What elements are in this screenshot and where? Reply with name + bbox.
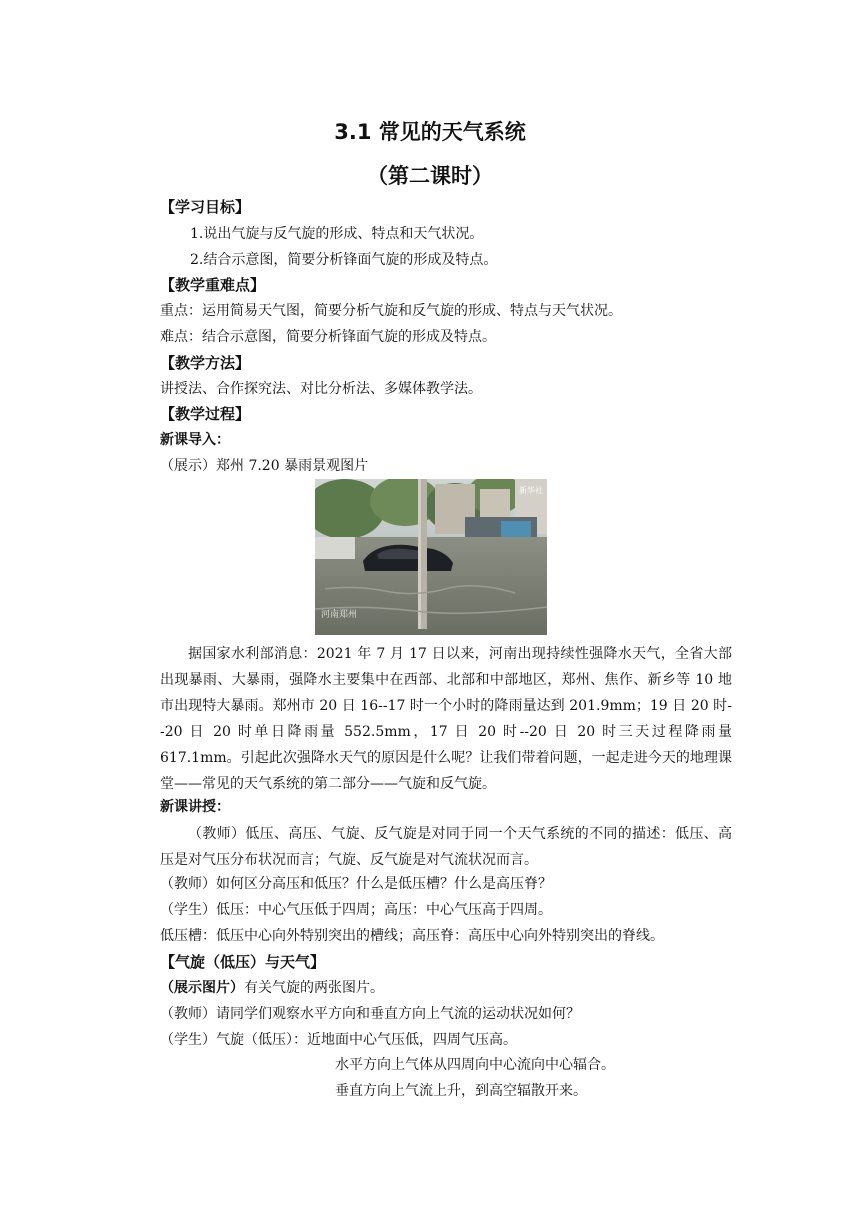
objective-item-2: 2.结合示意图，简要分析锋面气旋的形成及特点。 (190, 252, 498, 268)
teacher-question: （教师）如何区分高压和低压？什么是低压槽？什么是高压脊？ (160, 876, 552, 892)
objective-item-1: 1.说出气旋与反气旋的形成、特点和天气状况。 (190, 226, 484, 242)
document-title: 3.1 常见的天气系统 (334, 120, 526, 144)
intro-show-caption: （展示）郑州 7.20 暴雨景观图片 (160, 458, 369, 474)
photo-watermark-bottom: 河南郑州 (321, 610, 358, 620)
teacher-observation-question: （教师）请同学们观察水平方向和垂直方向上气流的运动状况如何？ (160, 1006, 580, 1022)
photo-watermark-top: 新华社 (519, 486, 543, 495)
vertical-flow: 垂直方向上气流上升，到高空辐散开来。 (335, 1083, 587, 1099)
methods-text: 讲授法、合作探究法、对比分析法、多媒体教学法。 (160, 381, 482, 397)
methods-heading: 【教学方法】 (160, 354, 251, 372)
student-answer-2: （学生）气旋（低压）：近地面中心气压低，四周气压高。 (160, 1032, 517, 1048)
horizontal-flow: 水平方向上气体从四周向中心流向中心辐合。 (335, 1057, 615, 1073)
cyclone-heading: 【气旋（低压）与天气】 (160, 953, 326, 971)
teacher-statement-1: （教师）低压、高压、气旋、反气旋是对同于同一个天气系统的不同的描述：低压、高压是对气压分布状况而言；气旋、反气旋是对气流状况而言。 (160, 826, 732, 868)
trough-ridge-definition: 低压槽：低压中心向外特别突出的槽线；高压脊：高压中心向外特别突出的脊线。 (160, 928, 664, 944)
intro-label: 新课导入： (160, 432, 230, 448)
show-pictures-line (160, 978, 384, 998)
student-answer-1: （学生）低压：中心气压低于四周；高压：中心气压高于四周。 (160, 902, 552, 918)
flood-scene-illustration (315, 479, 547, 635)
show-pictures-label: （展示图片） (160, 980, 244, 996)
intro-paragraph: 据国家水利部消息：2021 年 7 月 17 日以来，河南出现持续性强降水天气，全省大部出现暴雨、大暴雨，强降水主要集中在西部、北部和中部地区，郑州、焦作、新乡等 10 地市出现特大暴雨。郑州市 20 日 16--17 时一个小时的降雨量达到 201.9mm；19 日 20 时--20 日 20 时单日降雨量 552.5mm，17 日 20 时--20 日 20 时三天过程降雨量 617.1mm。引起此次强降水天气的原因是什么呢？让我们带着问题，一起走进今天的地理课堂——常见的天气系统的第二部分——气旋和反气旋。 (160, 646, 732, 792)
process-heading: 【教学过程】 (160, 405, 251, 423)
keypoints-focus: 重点：运用简易天气图，简要分析气旋和反气旋的形成、特点与天气状况。 (160, 303, 622, 319)
keypoints-heading: 【教学重难点】 (160, 276, 266, 294)
keypoints-difficulty: 难点：结合示意图，简要分析锋面气旋的形成及特点。 (160, 329, 496, 345)
show-pictures-text: 有关气旋的两张图片。 (244, 980, 384, 996)
objectives-heading: 【学习目标】 (160, 198, 251, 216)
flood-photo (315, 479, 547, 635)
document-subtitle: （第二课时） (367, 164, 493, 188)
lecture-label: 新课讲授： (160, 799, 230, 815)
